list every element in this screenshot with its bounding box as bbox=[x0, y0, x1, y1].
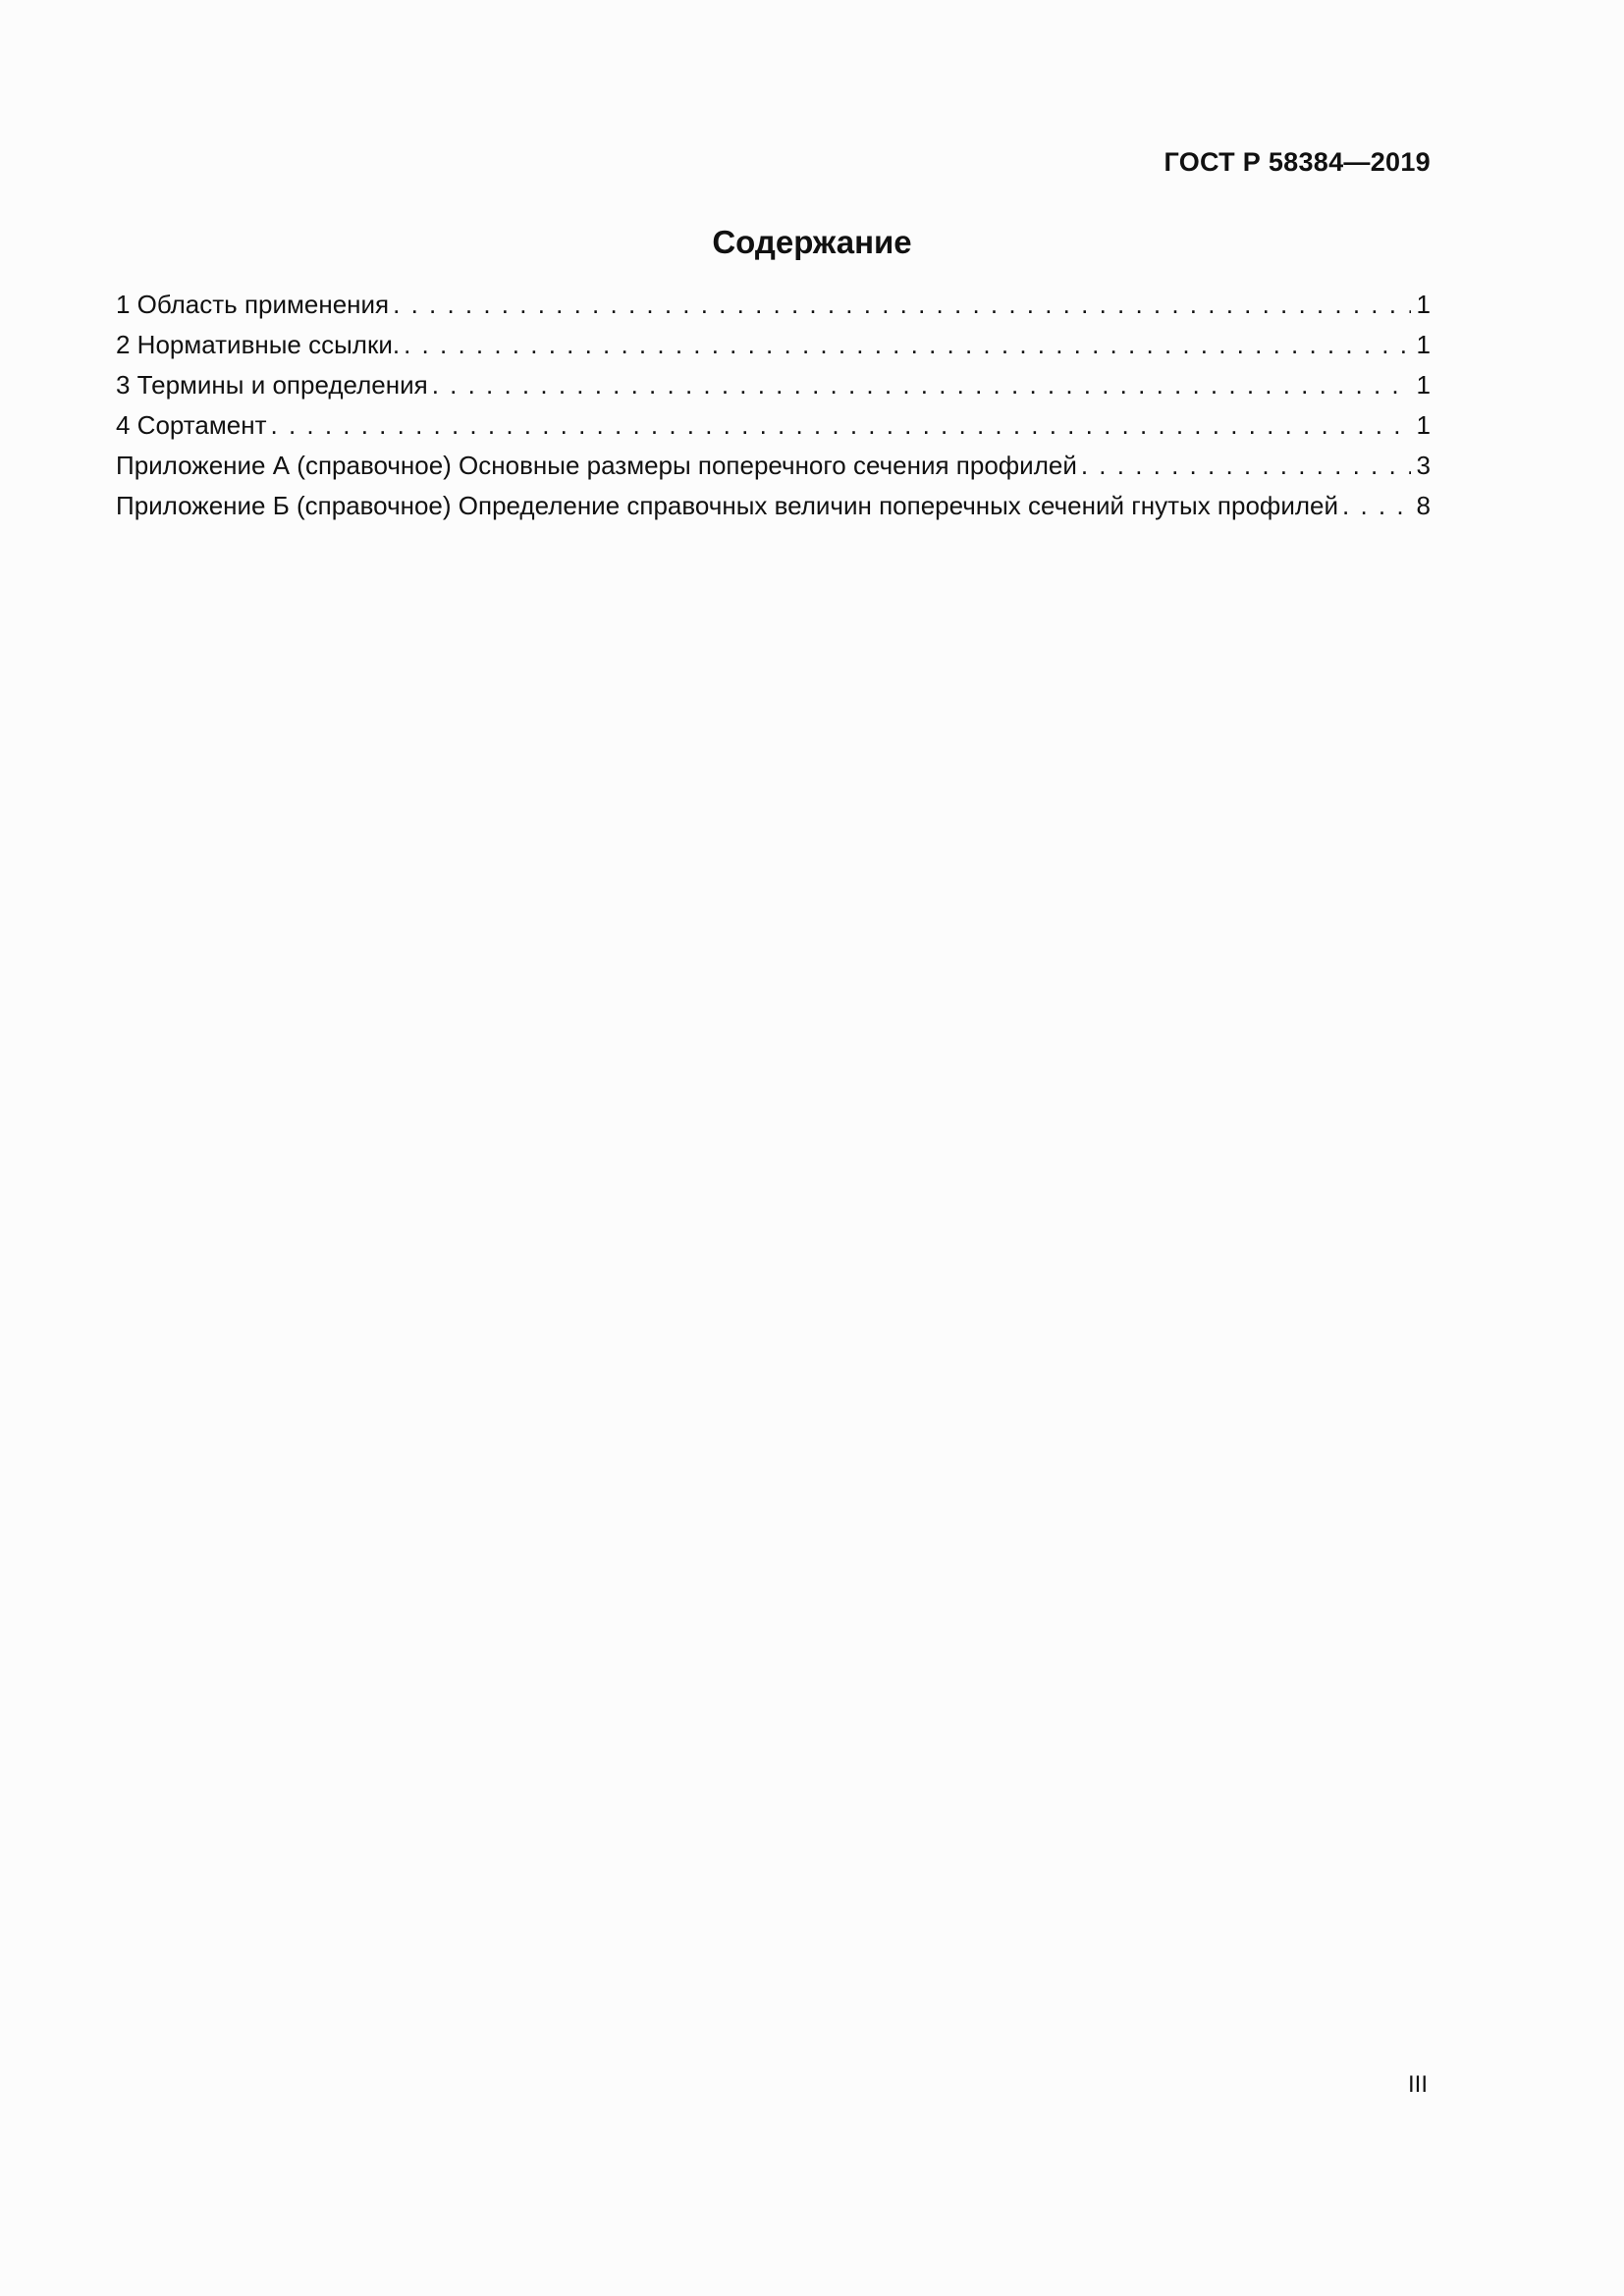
toc-entry-label: 1 Область применения bbox=[116, 290, 390, 319]
page-number: III bbox=[1407, 2071, 1428, 2098]
toc-entry-assortment[interactable] bbox=[116, 410, 1431, 451]
toc-entry-terms[interactable] bbox=[116, 370, 1431, 410]
toc-entry-scope[interactable] bbox=[116, 290, 1431, 330]
toc-entry-page: 1 bbox=[1416, 330, 1431, 359]
toc-entry-page: 1 bbox=[1416, 410, 1431, 440]
toc-entry-page: 1 bbox=[1416, 290, 1431, 319]
toc-entry-label: Приложение А (справочное) Основные размеры поперечного сечения профилей bbox=[116, 451, 1077, 480]
toc-title: Содержание bbox=[712, 224, 912, 260]
dot-leader bbox=[1081, 451, 1411, 481]
toc-entry-label: 2 Нормативные ссылки. bbox=[116, 330, 401, 359]
dot-leader bbox=[432, 370, 1411, 400]
toc-entry-appendix-b[interactable] bbox=[116, 491, 1431, 531]
toc-entry-label: 3 Термины и определения bbox=[116, 370, 428, 400]
toc-entry-appendix-a[interactable] bbox=[116, 451, 1431, 491]
toc-entry-normative-references[interactable] bbox=[116, 330, 1431, 370]
toc-entry-label: 4 Сортамент bbox=[116, 410, 267, 440]
dot-leader bbox=[404, 330, 1410, 360]
toc-entry-page: 8 bbox=[1416, 491, 1431, 520]
dot-leader bbox=[1342, 491, 1411, 521]
document-code: ГОСТ Р 58384—2019 bbox=[1164, 147, 1431, 177]
table-of-contents bbox=[116, 290, 1431, 531]
dot-leader bbox=[393, 290, 1410, 320]
dot-leader bbox=[271, 410, 1411, 441]
toc-entry-label: Приложение Б (справочное) Определение справочных величин поперечных сечений гнутых профилей bbox=[116, 491, 1338, 520]
toc-entry-page: 3 bbox=[1416, 451, 1431, 480]
toc-entry-page: 1 bbox=[1416, 370, 1431, 400]
